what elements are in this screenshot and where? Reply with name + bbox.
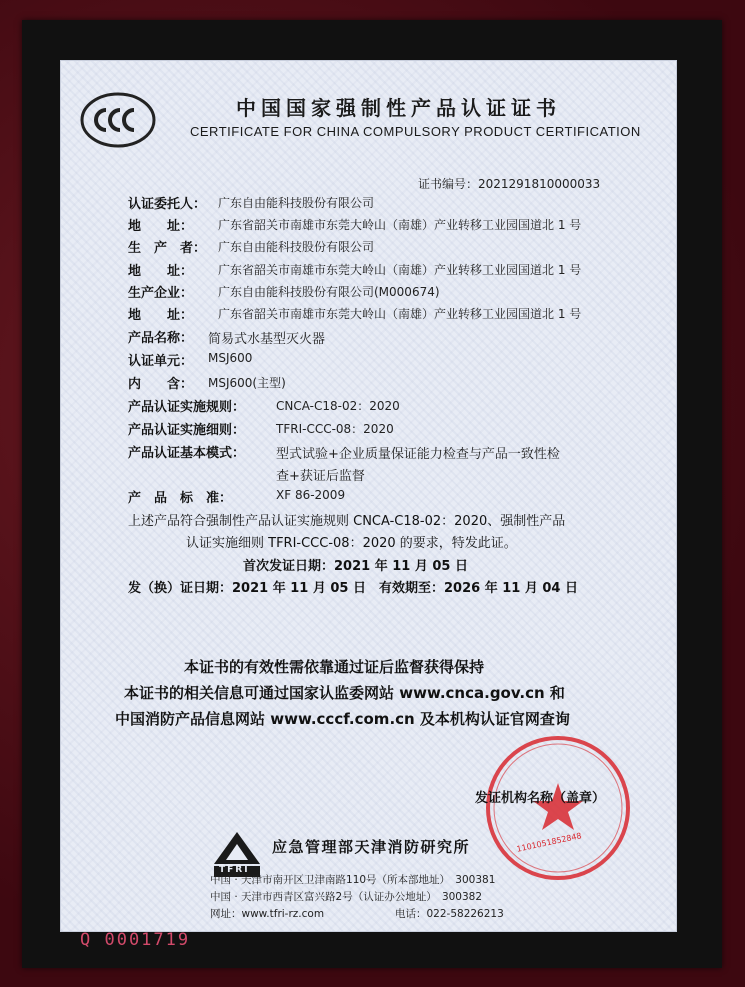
- address-line-2: 中国 · 天津市西青区富兴路2号（认证办公地址） 300382: [210, 891, 483, 903]
- seal-number: 1101051852848: [515, 831, 583, 854]
- title-cn: 中国国家强制性产品认证证书: [236, 96, 561, 120]
- note-line-2: 本证书的相关信息可通过国家认监委网站 www.cnca.gov.cn 和: [124, 684, 565, 702]
- statement-line-2: 认证实施细则 TFRI-CCC-08：2020 的要求，特发此证。: [186, 536, 517, 551]
- unit-label: 认证单元：: [128, 354, 194, 369]
- product-name-label: 产品名称：: [128, 331, 194, 346]
- mode-value-2: 查+获证后监督: [276, 469, 365, 484]
- phone: 电话：022-58226213: [395, 908, 504, 920]
- address-label-1: 地 址：: [128, 219, 194, 234]
- address-line-1: 中国 · 天津市南开区卫津南路110号（所本部地址） 300381: [210, 874, 496, 886]
- manufacturer-label: 生 产 者：: [128, 241, 207, 256]
- organization-name: 应急管理部天津消防研究所: [272, 838, 471, 856]
- serial-number: Q 0001719: [80, 930, 191, 950]
- ccc-logo: [80, 92, 156, 148]
- note-line-1: 本证书的有效性需依靠通过证后监督获得保持: [184, 658, 485, 676]
- applicant-value: 广东自由能科技股份有限公司: [218, 196, 375, 210]
- content-label: 内 含：: [128, 377, 194, 392]
- website: 网址：www.tfri-rz.com: [210, 908, 325, 920]
- rules-label: 产品认证实施规则：: [128, 400, 246, 415]
- applicant-label: 认证委托人：: [128, 197, 207, 212]
- address-value-2: 广东省韶关市南雄市东莞大岭山（南雄）产业转移工业园国道北 1 号: [218, 263, 582, 277]
- address-value-3: 广东省韶关市南雄市东莞大岭山（南雄）产业转移工业园国道北 1 号: [218, 307, 582, 321]
- address-value-1: 广东省韶关市南雄市东莞大岭山（南雄）产业转移工业园国道北 1 号: [218, 218, 582, 232]
- content-value: MSJ600(主型): [208, 376, 286, 390]
- certificate-number: 证书编号：2021291810000033: [418, 177, 601, 191]
- details-label: 产品认证实施细则：: [128, 423, 246, 438]
- unit-value: MSJ600: [208, 351, 253, 365]
- first-issue-date: 首次发证日期：2021 年 11 月 05 日: [243, 559, 468, 574]
- issuer-label: 发证机构名称（盖章）: [475, 791, 606, 806]
- mode-value-1: 型式试验+企业质量保证能力检查与产品一致性检: [276, 447, 560, 462]
- standard-value: XF 86-2009: [276, 488, 346, 502]
- mode-label: 产品认证基本模式：: [128, 446, 246, 461]
- manufacturer-value: 广东自由能科技股份有限公司: [218, 240, 375, 254]
- factory-label: 生产企业：: [128, 286, 194, 301]
- rules-value: CNCA-C18-02：2020: [276, 399, 400, 413]
- factory-value: 广东自由能科技股份有限公司(M000674): [218, 285, 440, 299]
- standard-label: 产 品 标 准：: [128, 491, 233, 506]
- statement-line-1: 上述产品符合强制性产品认证实施规则 CNCA-C18-02：2020、强制性产品: [128, 514, 566, 529]
- address-label-2: 地 址：: [128, 264, 194, 279]
- issue-validity-dates: 发（换）证日期：2021 年 11 月 05 日 有效期至：2026 年 11 月 04 日: [128, 581, 578, 596]
- title-en: CERTIFICATE FOR CHINA COMPULSORY PRODUCT CERTIFICATION: [190, 124, 641, 139]
- official-seal: [483, 733, 633, 883]
- product-name-value: 简易式水基型灭火器: [208, 332, 326, 347]
- address-label-3: 地 址：: [128, 308, 194, 323]
- details-value: TFRI-CCC-08：2020: [276, 422, 394, 436]
- tfri-logo-text: TFRI: [219, 865, 250, 875]
- note-line-3: 中国消防产品信息网站 www.cccf.com.cn 及本机构认证官网查询: [115, 710, 570, 728]
